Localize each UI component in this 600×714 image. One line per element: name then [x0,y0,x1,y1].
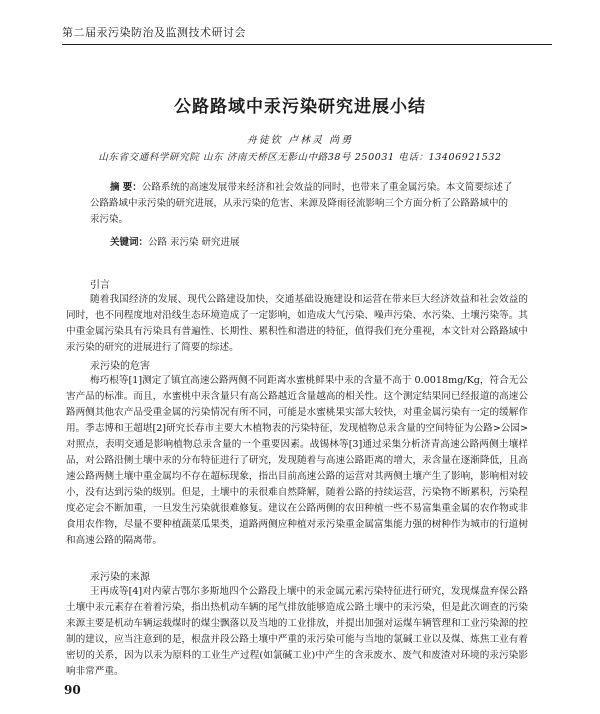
intro-paragraph: 随着我国经济的发展、现代公路建设加快，交通基础设施建设和运营在带来巨大经济效益和社会效益的同时，也不同程度地对沿线生态环境造成了一定影响，如造成大气污染、噪声污染、水污染、土壤污染等。其中重金属污染具有污染具有普遍性、长期性、累积性和潜进的特征，值得我们充分重视，本文针对公路路域中汞污染的研究的进展进行了简要的综述。 [66,294,528,353]
abstract-text: 公路系统的高速发展带来经济和社会效益的同时，也带来了重金属污染。本文简要综述了公路路域中汞污染的研究进展，从汞污染的危害、来源及降雨径流影响三个方面分析了公路路域中的汞污染。 [90,182,513,225]
abstract [90,180,515,228]
keywords [110,234,240,248]
hazard-paragraph: 梅巧根等[1]测定了镇宜高速公路两侧不同距离水蜜桃鲜果中汞的含量不高于 0.0018mg/Kg，符合无公害产品的标准。而且，水蜜桃中汞含量只有高公路越近含量越高的相关性。这个测定结果同已经报道的高速公路两侧其他农产品受重金属的污染情况有所不同，可能是水蜜桃果实部大较快，对重金属污染有一定的缓解作用。季志博和王超堪[2]研究长春市主要大木植物表的污染特征，发现植物总汞含量的空间特征为公路>公园>对照点，表明交通是影响植物总汞含量的一个重要因素。战锡林等[3]通过采集分析济青高速公路两侧土壤样品，对公路沿侧土壤中汞的分布特征进行了研究，发现随着与高速公路距离的增大，汞含量在逐渐降低，且高速公路两侧土壤中重金属均不存在超标现象，指出目前高速公路的运营对其两侧土壤产生了影响，影响相对较小，没有达到污染的级别。但是，土壤中的汞很难自然降解，随着公路的持续运营，污染物不断累积，污染程度必定会不断加重，一旦发生污染就很难修复。建议在公路两侧的农田种植一些不易富集重金属的农作物或非食用农作物，尽量不要种植蔬菜瓜果类，道路两侧应种植对汞污染重金属富集能力强的树种作为城市的行道树和高速公路的隔离带。 [66,375,528,546]
paper-authors: 舟徒钦 卢林灵 尚勇 [246,135,354,146]
intro-heading: 引言 [90,280,110,291]
page-number: 90 [64,683,81,697]
keywords-label: 关键词： [110,237,149,248]
source-paragraph: 王再成等[4]对内蒙古鄂尔多斯地四个公路段上壤中的汞金属元素污染特征进行研究，发现煤盘弃保公路土壤中汞元素存在着着污染，指出热机动车辆的尾气排放能够造成公路土壤中的汞污染，但是此次调查的污染来源主要是机动车辆运载煤时的煤尘飘落以及当地的工业排放，并提出加强对运煤车辆管理和工业污染源的控制的建议，应当注意到的是，根盘并段公路土壤中严重的汞污染可能与当地的氯碱工业以及煤、炼焦工业有着密切的关系，因为以汞为原料的工业生产过程(如氯碱工业)中产生的含汞废水、废气和废渣对环境的汞污染影响非常严重。 [66,586,528,677]
hazard-heading: 汞污染的危害 [90,361,150,372]
keywords-text: 公路 汞污染 研究进展 [148,237,240,248]
paper-affiliation: 山东省交通科学研究院 山东 济南天桥区无影山中路38号 250031 电话：13406921532 [98,152,502,163]
abstract-label: 摘 要： [110,182,142,193]
header-divider [62,44,552,45]
paper-title: 公路路域中汞污染研究进展小结 [174,97,426,117]
running-header: 第二届汞污染防治及监测技术研讨会 [62,26,246,39]
source-heading: 汞污染的来源 [90,572,150,583]
